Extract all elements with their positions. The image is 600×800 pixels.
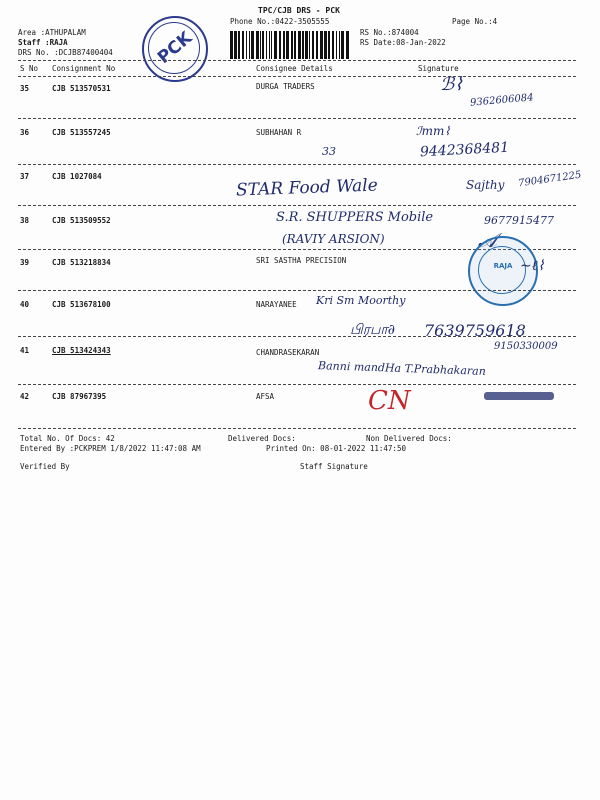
row-41-phone1: 7639759618	[424, 321, 526, 340]
row-37-divider	[18, 205, 576, 206]
non-delivered-docs: Non Delivered Docs:	[366, 434, 452, 443]
verified-by: Verified By	[20, 462, 70, 471]
row-42-consignee: AFSA	[256, 392, 275, 401]
row-36-consignee: SUBHAHAN R	[256, 128, 302, 137]
row-37-phone: 7904671225	[517, 169, 583, 190]
document-title: TPC/CJB DRS - PCK	[258, 6, 340, 15]
area-label: Area :ATHUPALAM	[18, 28, 86, 37]
row-41-handwritten-name: Banni mandHa T.Prabhakaran	[317, 359, 487, 378]
row-35-signature: ℬ⌇	[440, 74, 463, 95]
row-42-divider	[18, 428, 576, 429]
col-sno: S No	[20, 64, 39, 73]
row-40-sno: 40	[20, 300, 30, 309]
row-39-divider	[18, 290, 576, 291]
row-38-consignment: CJB 513509552	[52, 216, 111, 225]
row-38-handwritten-sub: (RAVIY ARSION)	[282, 232, 385, 246]
row-42-consignment: CJB 87967395	[52, 392, 107, 401]
col-consignee: Consignee Details	[256, 64, 333, 73]
row-35-consignment: CJB 513570531	[52, 84, 111, 93]
row-38-signature: 𝒜	[478, 228, 497, 252]
row-39-signature: ∼ℓ⌇	[520, 258, 545, 274]
row-35-divider	[18, 118, 576, 119]
row-35-sno: 35	[20, 84, 30, 93]
rs-number: RS No.:874004	[360, 28, 419, 37]
row-40-consignee: NARAYANEE	[256, 300, 297, 309]
row-37-signature: Sajthy	[466, 178, 505, 192]
col-signature: Signature	[418, 64, 459, 73]
row-36-consignment: CJB 513557245	[52, 128, 111, 137]
row-36-phone: 9442368481	[419, 139, 510, 161]
header-divider-top	[18, 60, 576, 61]
rs-date: RS Date:08-Jan-2022	[360, 38, 446, 47]
row-37-handwritten-name: STAR Food Wale	[235, 175, 379, 201]
row-39-consignment: CJB 513218834	[52, 258, 111, 267]
row-37-consignment: CJB 1027084	[52, 172, 102, 181]
row-42-sno: 42	[20, 392, 30, 401]
row-42-red-signature: CN	[368, 386, 411, 416]
row-41-sno: 41	[20, 346, 30, 355]
row-38-sno: 38	[20, 216, 30, 225]
page-number: Page No.:4	[452, 17, 498, 26]
pck-stamp	[142, 16, 208, 82]
row-37-sno: 37	[20, 172, 30, 181]
row-36-sno: 36	[20, 128, 30, 137]
row-42-scribble	[484, 392, 554, 400]
printed-on: Printed On: 08-01-2022 11:47:50	[266, 444, 406, 453]
entered-by: Entered By :PCKPREM 1/8/2022 11:47:08 AM	[20, 444, 201, 453]
barcode	[228, 31, 352, 59]
delivered-docs: Delivered Docs:	[228, 434, 296, 443]
pck-stamp-text: PCK	[153, 28, 197, 68]
row-39-consignee: SRI SASTHA PRECISION	[256, 256, 347, 265]
col-consignment: Consignment No	[52, 64, 116, 73]
row-36-number: 33	[322, 145, 336, 158]
total-docs: Total No. Of Docs: 42	[20, 434, 115, 443]
staff-label: Staff :RAJA	[18, 38, 68, 47]
row-36-signature: ℐmm⌇	[416, 124, 451, 138]
phone-number: Phone No.:0422-3505555	[230, 17, 330, 26]
row-40-handwritten-name: Kri Sm Moorthy	[316, 294, 406, 307]
row-35-phone: 9362606084	[469, 92, 534, 109]
staff-signature: Staff Signature	[300, 462, 368, 471]
row-38-handwritten-name: S.R. SHUPPERS Mobile	[276, 210, 434, 225]
row-41-consignment: CJB 513424343	[52, 346, 111, 355]
row-41-consignee: CHANDRASEKARAN	[256, 348, 320, 357]
row-41-tamil-signature: பிரபா∂	[350, 322, 395, 338]
header-divider-bottom	[18, 76, 576, 77]
row-40-consignment: CJB 513678100	[52, 300, 111, 309]
delivery-stamp-text: RAJA	[493, 262, 513, 270]
drs-number: DRS No. :DCJB87400404	[18, 48, 113, 57]
row-39-sno: 39	[20, 258, 30, 267]
row-41-divider	[18, 384, 576, 385]
row-35-consignee: DURGA TRADERS	[256, 82, 315, 91]
row-38-phone: 9677915477	[484, 214, 554, 227]
row-36-divider	[18, 164, 576, 165]
row-41-phone2: 9150330009	[494, 341, 558, 352]
